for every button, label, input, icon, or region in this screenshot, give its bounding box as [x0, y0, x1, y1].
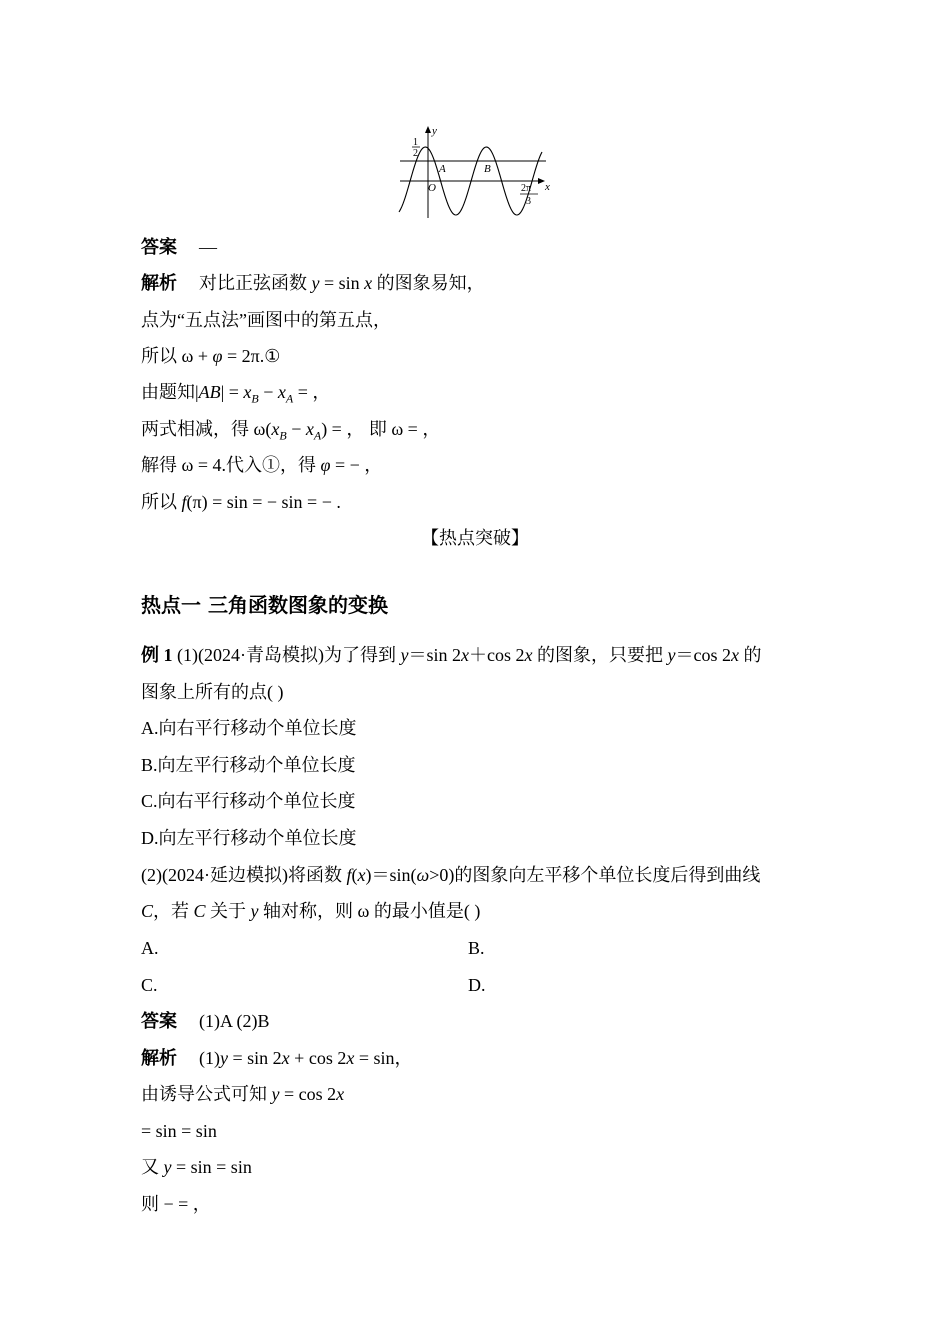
text: (π) = sin = − sin = − .	[186, 492, 341, 512]
var: y	[163, 1157, 172, 1177]
text: 的图象易知，	[372, 273, 485, 293]
sine-graph-figure	[396, 124, 556, 220]
text: 的图象，只要把	[532, 645, 668, 665]
text: = cos 2	[279, 1084, 337, 1104]
var: y	[311, 273, 320, 293]
analysis-2-line-4	[141, 1155, 252, 1179]
text: ＝sin 2	[408, 645, 461, 665]
origin-label: O	[428, 182, 436, 194]
point-a-label: A	[439, 163, 446, 175]
text: 又	[141, 1157, 164, 1177]
analysis-1-line-6	[141, 453, 382, 477]
var: x	[281, 1048, 290, 1068]
text: 所以	[141, 492, 182, 512]
example-label: 例 1	[141, 645, 173, 665]
text: 两式相减，得 ω(	[141, 419, 272, 439]
question-2-line-1	[141, 863, 760, 887]
var: x	[305, 419, 314, 439]
text: (1)	[199, 1048, 220, 1068]
var: x	[357, 865, 366, 885]
subscript: B	[251, 391, 259, 406]
var: x	[336, 1084, 345, 1104]
example-1-line-1	[141, 643, 762, 667]
text: = sin	[319, 273, 365, 293]
text: 由诱导公式可知	[141, 1084, 272, 1104]
analysis-1-line-2: 点为“五点法”画图中的第五点，	[141, 310, 391, 330]
analysis-2-line-2	[141, 1082, 344, 1106]
answer-2	[141, 1009, 270, 1033]
var: C	[193, 901, 206, 921]
text: >0)的图象向左平移个单位长度后得到曲线	[429, 865, 761, 885]
answer-2-label: 答案	[141, 1011, 177, 1031]
var: y	[400, 645, 409, 665]
q2-option-a: A.	[141, 938, 159, 958]
question-2-line-2	[141, 899, 480, 923]
text: = ，	[293, 382, 331, 402]
answer-1-value: —	[199, 237, 217, 257]
var: y	[271, 1084, 280, 1104]
y-axis-arrow	[425, 126, 431, 133]
analysis-1-line-3	[141, 344, 280, 368]
section-title: 【热点突破】	[421, 528, 529, 548]
text: = sin，	[354, 1048, 413, 1068]
hotspot-heading: 热点一 三角函数图象的变换	[141, 593, 388, 617]
option-a: A.向右平行移动个单位长度	[141, 718, 357, 738]
text: ＋cos 2	[469, 645, 525, 665]
end-denominator: 3	[526, 196, 531, 207]
text: 的	[739, 645, 762, 665]
var: x	[524, 645, 533, 665]
analysis-2-label: 解析	[141, 1048, 177, 1068]
var: x	[271, 419, 280, 439]
var: y	[667, 645, 676, 665]
text: −	[286, 419, 306, 439]
analysis-1-label: 解析	[141, 273, 177, 293]
analysis-1-line-5	[141, 417, 440, 448]
subscript: A	[285, 391, 294, 406]
subscript: B	[279, 428, 287, 443]
text: 所以 ω +	[141, 346, 213, 366]
analysis-2-line-1	[141, 1046, 413, 1070]
option-c: C.向右平行移动个单位长度	[141, 791, 356, 811]
example-1-line-2: 图象上所有的点( )	[141, 682, 284, 702]
analysis-1-line-7	[141, 490, 341, 514]
q2-option-b: B.	[468, 938, 485, 958]
text: 关于	[205, 901, 251, 921]
text: 轴对称，则 ω 的最小值是( )	[258, 901, 481, 921]
var: y	[250, 901, 259, 921]
answer-1	[141, 235, 217, 259]
var: x	[731, 645, 739, 665]
text: (1)(2024·青岛模拟)为了得到	[172, 645, 401, 665]
text: (	[351, 865, 358, 885]
q2-option-d: D.	[468, 975, 486, 995]
var: y	[220, 1048, 228, 1068]
analysis-1-line-1	[141, 271, 485, 295]
var: x	[277, 382, 286, 402]
text: )＝sin(	[365, 865, 417, 885]
text: ＝cos 2	[675, 645, 731, 665]
var: AB	[198, 382, 221, 402]
x-axis-arrow	[538, 178, 545, 184]
point-b-label: B	[484, 163, 491, 175]
subscript: A	[313, 428, 322, 443]
text: ) = ， 即 ω = ，	[321, 419, 441, 439]
var: x	[346, 1048, 355, 1068]
end-numerator: 2π	[521, 183, 532, 194]
text: 由题知|	[141, 382, 199, 402]
analysis-1-line-4	[141, 380, 330, 411]
var: C	[141, 901, 154, 921]
half-denominator: 2	[413, 148, 418, 159]
x-axis-label: x	[545, 181, 550, 193]
text: (2)(2024·延边模拟)将函数	[141, 865, 347, 885]
text: = sin = sin	[171, 1157, 252, 1177]
text: + cos 2	[289, 1048, 347, 1068]
text: = − ，	[330, 455, 383, 475]
answer-1-label: 答案	[141, 237, 177, 257]
option-d: D.向左平行移动个单位长度	[141, 828, 357, 848]
var: φ	[212, 346, 223, 366]
text: | =	[220, 382, 244, 402]
var: f	[346, 865, 352, 885]
var: x	[461, 645, 469, 665]
analysis-2-line-3: = sin = sin	[141, 1121, 217, 1141]
answer-2-value: (1)A (2)B	[199, 1011, 270, 1031]
var: φ	[320, 455, 331, 475]
analysis-2-line-5: 则 − = ，	[141, 1194, 211, 1214]
var: f	[181, 492, 187, 512]
y-axis-label: y	[432, 125, 437, 137]
text: 对比正弦函数	[199, 273, 312, 293]
text: ，若	[153, 901, 194, 921]
var: x	[364, 273, 373, 293]
var: x	[243, 382, 252, 402]
text: = sin 2	[228, 1048, 282, 1068]
half-numerator: 1	[413, 137, 418, 148]
option-b: B.向左平行移动个单位长度	[141, 755, 356, 775]
text: 解得 ω = 4.代入①，得	[141, 455, 321, 475]
text: = 2π.①	[222, 346, 281, 366]
q2-option-c: C.	[141, 975, 158, 995]
var: ω	[416, 865, 430, 885]
text: −	[258, 382, 278, 402]
